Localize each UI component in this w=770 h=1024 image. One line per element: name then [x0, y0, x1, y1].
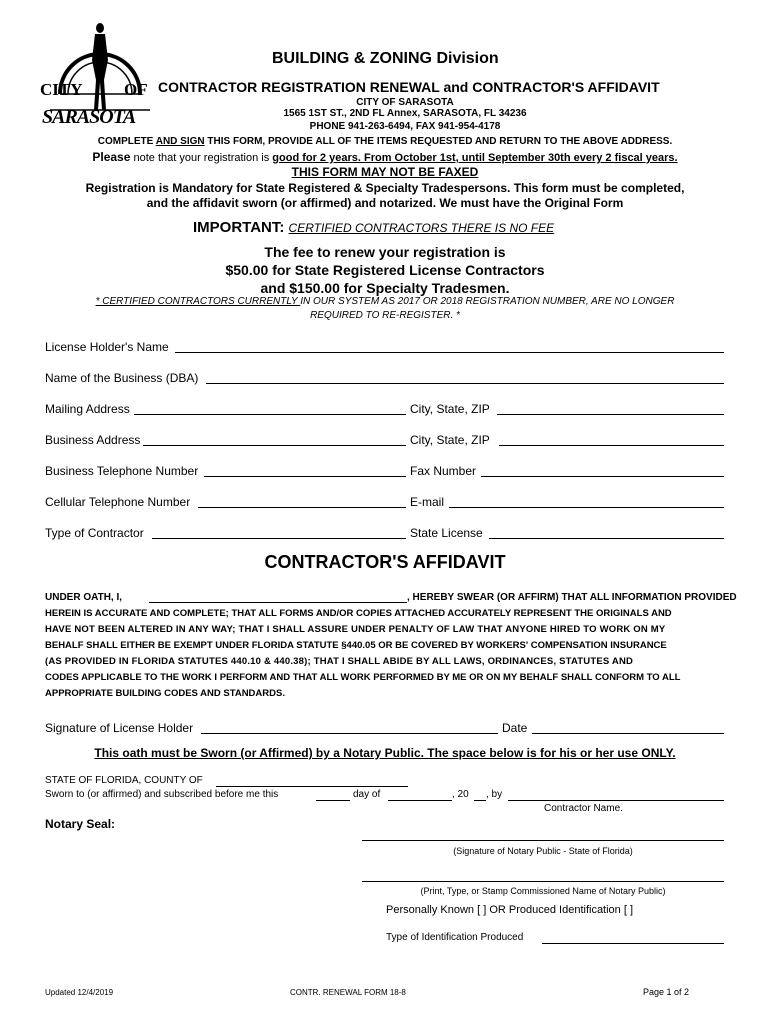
city-state-zip-field-2[interactable] [499, 445, 724, 446]
cell-phone-label: Cellular Telephone Number [45, 495, 191, 509]
notary-print-name-field[interactable] [362, 881, 724, 882]
business-name-field[interactable] [206, 383, 724, 384]
logo-text-sarasota: SARASOTA [42, 106, 136, 128]
business-phone-field[interactable] [204, 476, 406, 477]
city-address: 1565 1ST ST., 2ND FL Annex, SARASOTA, FL 34236 [283, 108, 527, 119]
sworn-by-label: , by [486, 789, 503, 800]
fee-line2: $50.00 for State Registered License Contractors [225, 262, 545, 278]
footer-form-number: CONTR. RENEWAL FORM 18-8 [290, 988, 406, 997]
sworn-year-label: , 20 [452, 789, 469, 800]
affidavit-line2: HEREIN IS ACCURATE AND COMPLETE; THAT ALL FORMS AND/OR COPIES ATTACHED ACCURATELY REPRESENT THE ORIGINALS AND [45, 608, 672, 619]
city-phone-fax: PHONE 941-263-6494, FAX 941-954-4178 [309, 121, 501, 132]
oath-note: This oath must be Sworn (or Affirmed) by a Notary Public. The space below is for his or her use ONLY. [94, 746, 676, 760]
city-state-zip-field-1[interactable] [497, 414, 724, 415]
affidavit-title: CONTRACTOR'S AFFIDAVIT [264, 552, 506, 572]
contractor-type-label: Type of Contractor [45, 526, 144, 540]
fee-line1: The fee to renew your registration is [264, 244, 506, 260]
affidavit-line5: (AS PROVIDED IN FLORIDA STATUTES 440.10 & 440.38); THAT I SHALL ABIDE BY ALL LAWS, ORDINANCES, STATUTES AND [45, 656, 634, 667]
fax-field[interactable] [481, 476, 724, 477]
affidavit-line3: HAVE NOT BEEN ALTERED IN ANY WAY; THAT I SHALL ASSURE UNDER PENALTY OF LAW THAT ANYONE HIRED TO WORK ON MY [45, 624, 666, 635]
division-title: BUILDING & ZONING Division [272, 50, 499, 67]
notary-signature-field[interactable] [362, 840, 724, 841]
contractor-name-field[interactable] [508, 800, 724, 801]
certified-note-line2: REQUIRED TO RE-REGISTER. * [310, 310, 460, 321]
affidavit-line6: CODES APPLICABLE TO THE WORK I PERFORM AND THAT ALL WORK PERFORMED BY ME OR ON MY BEHALF SHALL CONFORM TO ALL [45, 672, 681, 683]
business-address-label: Business Address [45, 433, 141, 447]
mailing-address-field[interactable] [134, 414, 406, 415]
personally-known-checkboxes[interactable]: Personally Known [ ] OR Produced Identification [ ] [386, 904, 634, 916]
sworn-label: Sworn to (or affirmed) and subscribed before me this [45, 789, 279, 800]
contractor-type-field[interactable] [152, 538, 406, 539]
city-state-zip-label-2: City, State, ZIP [410, 433, 490, 447]
sworn-year-field[interactable] [474, 800, 486, 801]
business-address-field[interactable] [143, 445, 406, 446]
affidavit-line4: BEHALF SHALL EITHER BE EXEMPT UNDER FLORIDA STATUTE §440.05 OR BE COVERED BY WORKERS' COMPENSATION INSURANCE [45, 640, 667, 651]
sworn-day-field[interactable] [316, 800, 350, 801]
signature-field[interactable] [201, 733, 498, 734]
license-holder-label: License Holder's Name [45, 340, 169, 354]
county-field[interactable] [216, 786, 408, 787]
affidavit-line7: APPROPRIATE BUILDING CODES AND STANDARDS. [45, 688, 285, 699]
state-license-label: State License [410, 526, 483, 540]
form-title: CONTRACTOR REGISTRATION RENEWAL and CONTRACTOR'S AFFIDAVIT [158, 79, 660, 95]
date-label: Date [502, 721, 528, 735]
mandatory-notice-line1: Registration is Mandatory for State Registered & Specialty Tradespersons. This form must be completed, [85, 181, 685, 195]
license-holder-field[interactable] [175, 352, 724, 353]
validity-note: Please note that your registration is good for 2 years. From October 1st, until September 30th every 2 fiscal years. [92, 150, 678, 164]
cell-phone-field[interactable] [198, 507, 406, 508]
affidavit-text [45, 590, 737, 702]
no-fax-notice: THIS FORM MAY NOT BE FAXED [291, 165, 479, 179]
notary-print-caption: (Print, Type, or Stamp Commissioned Name of Notary Public) [420, 886, 666, 896]
affiant-name-field[interactable] [149, 602, 407, 603]
logo-text-city: CITY [40, 80, 83, 99]
email-field[interactable] [449, 507, 724, 508]
city-name: CITY OF SARASOTA [356, 97, 454, 108]
sworn-month-field[interactable] [388, 800, 452, 801]
sworn-day-of-label: day of [353, 789, 381, 800]
city-state-zip-label-1: City, State, ZIP [410, 402, 490, 416]
footer-page-number: Page 1 of 2 [643, 987, 690, 997]
mailing-address-label: Mailing Address [45, 402, 130, 416]
fee-line3: and $150.00 for Specialty Tradesmen. [260, 280, 510, 296]
certified-note-line1: * CERTIFIED CONTRACTORS CURRENTLY IN OUR SYSTEM AS 2017 OR 2018 REGISTRATION NUMBER, ARE NO LONGER [95, 296, 675, 307]
logo-text-of: OF [124, 80, 148, 99]
id-type-label: Type of Identification Produced [386, 932, 524, 943]
state-license-field[interactable] [489, 538, 724, 539]
mandatory-notice-line2: and the affidavit sworn (or affirmed) and notarized. We must have the Original Form [146, 196, 624, 210]
important-notice: IMPORTANT: CERTIFIED CONTRACTORS THERE IS NO FEE [193, 219, 555, 236]
email-label: E-mail [410, 495, 445, 509]
id-type-field[interactable] [542, 943, 724, 944]
business-name-label: Name of the Business (DBA) [45, 371, 199, 385]
complete-sign-instruction: COMPLETE AND SIGN THIS FORM, PROVIDE ALL OF THE ITEMS REQUESTED AND RETURN TO THE ABOVE ADDRESS. [97, 136, 673, 147]
notary-seal-label: Notary Seal: [45, 817, 116, 831]
hereby-text: , HEREBY SWEAR (OR AFFIRM) THAT ALL INFORMATION PROVIDED [407, 592, 737, 603]
state-county-label: STATE OF FLORIDA, COUNTY OF [45, 775, 203, 786]
under-oath-label: UNDER OATH, I, [45, 592, 123, 603]
date-field[interactable] [532, 733, 724, 734]
business-phone-label: Business Telephone Number [45, 464, 199, 478]
notary-signature-caption: (Signature of Notary Public - State of Florida) [453, 846, 633, 856]
fax-label: Fax Number [410, 464, 477, 478]
contractor-name-caption: Contractor Name. [544, 803, 623, 814]
signature-label: Signature of License Holder [45, 721, 194, 735]
footer-updated: Updated 12/4/2019 [45, 988, 114, 997]
